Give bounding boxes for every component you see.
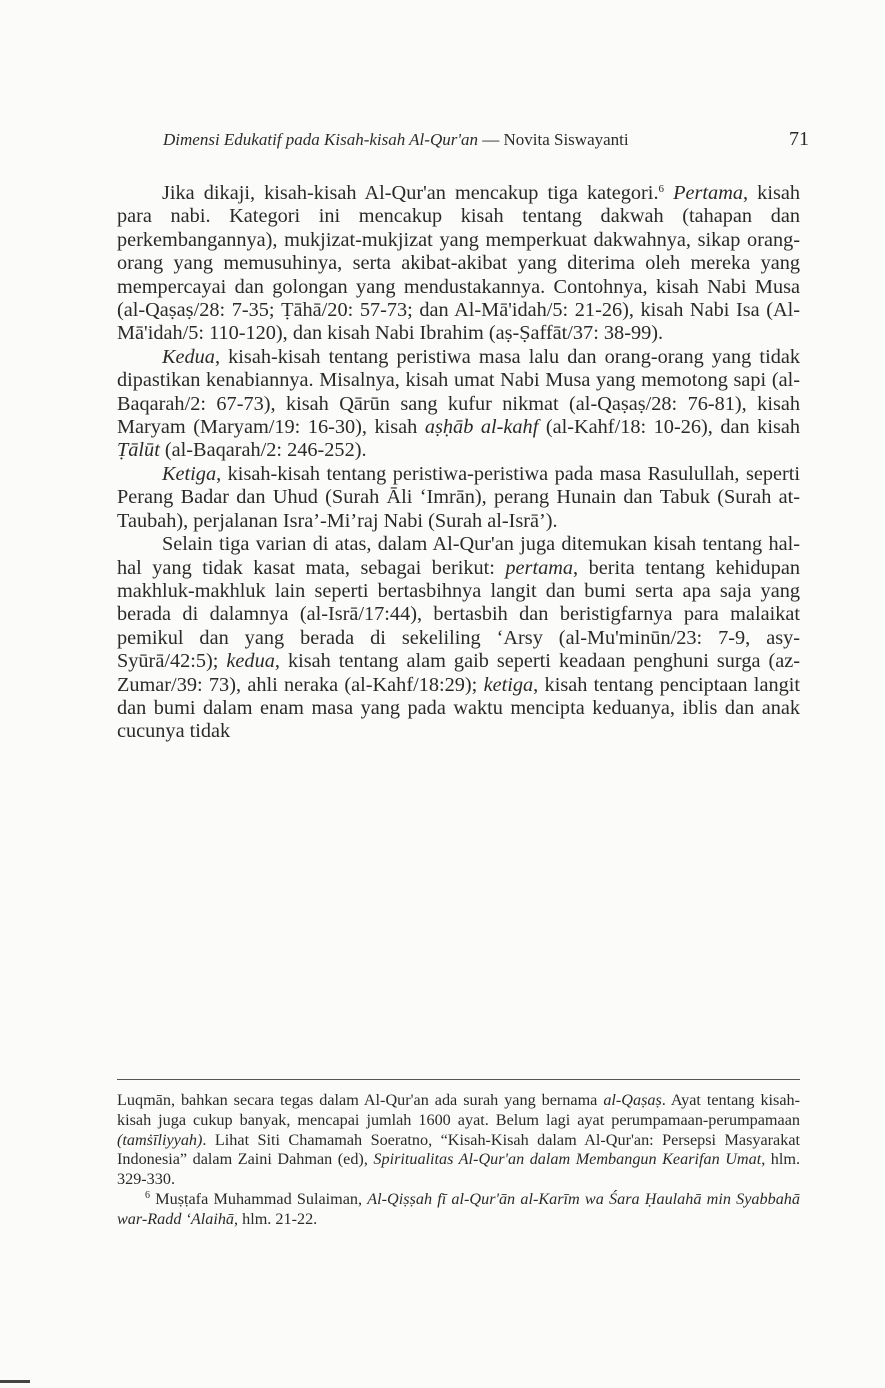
footnote-divider — [117, 1079, 800, 1080]
fn-cont-c: . Ayat tentang kisah-kisah juga cukup banyak, mencapai jumlah 1600 ayat. Belum lagi ayat perumpamaan-perumpamaan — [117, 1091, 801, 1129]
paragraph-1 — [117, 182, 800, 346]
p4-text-e: , kisah tentang alam gaib seperti keadaan penghuni surga (az-Zumar/39: 73), ahli neraka (al-Kahf/18:29); — [117, 650, 800, 696]
p2-text-d: (al-Kahf/18: 10-26), dan kisah — [538, 416, 800, 439]
p1-text-d: , kisah para nabi. Kategori ini mencakup kisah tentang dakwah (tahapan dan perkembangannya), mukjizat-mukjizat yang memperkuat dakwahnya, sikap orang-orang yang memusuhinya, serta akibat-akibat yang diterima oleh mereka yang mempercayai dan golongan yang mendustakannya. Contohnya, kisah Nabi Musa (al-Qaṣaṣ/28: 7-35; Ṭāhā/20: 57-73; dan Al-Mā'idah/5: 21-26), kisah Nabi Isa (Al-Mā'idah/5: 110-120), dan kisah Nabi Ibrahim (aṣ-Ṣaffāt/37: 38-99). — [117, 182, 800, 345]
p4-text-a: Selain tiga varian di atas, dalam Al-Qur'an juga ditemukan kisah tentang hal-hal yang tidak kasat mata, sebagai berikut: — [117, 533, 800, 579]
p4-text-g: , kisah tentang penciptaan langit dan bumi dalam enam masa yang pada waktu mencipta keduanya, iblis dan anak cucunya tidak — [117, 673, 800, 743]
header-separator: — — [477, 130, 504, 149]
fn-cont-e: . Lihat Siti Chamamah Soeratno, “Kisah-Kisah dalam Al-Qur'an: Persepsi Masyarakat Indonesia” dalam Zaini Dahman (ed), — [117, 1130, 800, 1169]
footnote-ref-6: 6 — [658, 183, 665, 195]
p4-term-ketiga: ketiga — [483, 673, 534, 696]
p2-text-f: (al-Baqarah/2: 246-252). — [159, 439, 367, 462]
fn6-b: Al-Qiṣṣah fī al-Qur'ān al-Karīm wa Śara Ḥaulahā min Syabbahā war-Radd ‘Alaihā — [117, 1189, 800, 1228]
p2-term-talut: Ṭālūt — [117, 439, 160, 462]
fn6-c: , hlm. 21-22. — [234, 1209, 318, 1228]
p2-term-kedua: Kedua — [162, 345, 215, 368]
p1-text-a: Jika dikaji, kisah-kisah Al-Qur'an mencakup tiga kategori. — [162, 182, 659, 204]
p3-text-b: , kisah-kisah tentang peristiwa-peristiwa pada masa Rasulullah, seperti Perang Badar dan Uhud (Surah Āli ‘Imrān), perang Hunain dan Tabuk (Surah at-Taubah), perjalanan Isra’-Mi’raj Nabi (Surah al-Isrā’). — [117, 462, 800, 532]
fn6-a: Muṣṭafa Muhammad Sulaiman, — [150, 1189, 368, 1208]
fn-cont-d: (tamṡīliyyah) — [117, 1130, 203, 1149]
edge-mark — [0, 1380, 30, 1383]
header-author: Novita Siswayanti — [503, 130, 629, 149]
footnote-6-number: 6 — [145, 1189, 150, 1201]
footnote-continued — [117, 1091, 800, 1190]
fn-cont-g: , hlm. 329-330. — [117, 1150, 801, 1189]
p2-text-b: , kisah-kisah tentang peristiwa masa lalu dan orang-orang yang tidak dipastikan kenabiannya. Misalnya, kisah umat Nabi Musa yang memotong sapi (al-Baqarah/2: 67-73), kisah Qārūn sang kufur nikmat (al-Qaṣaṣ/28: 76-81), kisah Maryam (Maryam/19: 16-30), kisah — [117, 345, 800, 439]
paragraph-4 — [117, 533, 800, 744]
page-number: 71 — [789, 128, 809, 150]
p1-term-pertama: Pertama — [673, 182, 743, 204]
fn-cont-a: Luqmān, bahkan secara tegas dalam Al-Qur'an ada surah yang bernama — [117, 1091, 604, 1109]
p2-term-ashab: aṣḥāb al-kahf — [424, 416, 539, 439]
header-title: Dimensi Edukatif pada Kisah-kisah Al-Qur'an — [163, 130, 478, 149]
p1-space — [664, 182, 673, 204]
fn-cont-f: Spiritualitas Al-Qur'an dalam Membangun Kearifan Umat — [373, 1150, 762, 1169]
fn-cont-b: al-Qaṣaṣ — [603, 1091, 662, 1109]
footnote-6 — [117, 1190, 800, 1230]
running-header — [163, 130, 813, 150]
footnotes — [117, 1091, 800, 1230]
p3-term-ketiga: Ketiga — [162, 462, 217, 485]
main-text — [117, 182, 800, 744]
paragraph-2 — [117, 346, 800, 463]
paragraph-3 — [117, 463, 800, 533]
p4-term-kedua: kedua — [226, 650, 275, 673]
p4-term-pertama: pertama — [505, 556, 574, 579]
p4-text-c: , berita tentang kehidupan makhluk-makhluk lain seperti bertasbihnya langit dan bumi serta apa saja yang berada di dalamnya (al-Isrā/17:44), bertasbih dan beristigfarnya para malaikat pemikul dan yang berada di sekeliling ‘Arsy (al-Mu'minūn/23: 7-9, asy-Syūrā/42:5); — [117, 556, 800, 673]
